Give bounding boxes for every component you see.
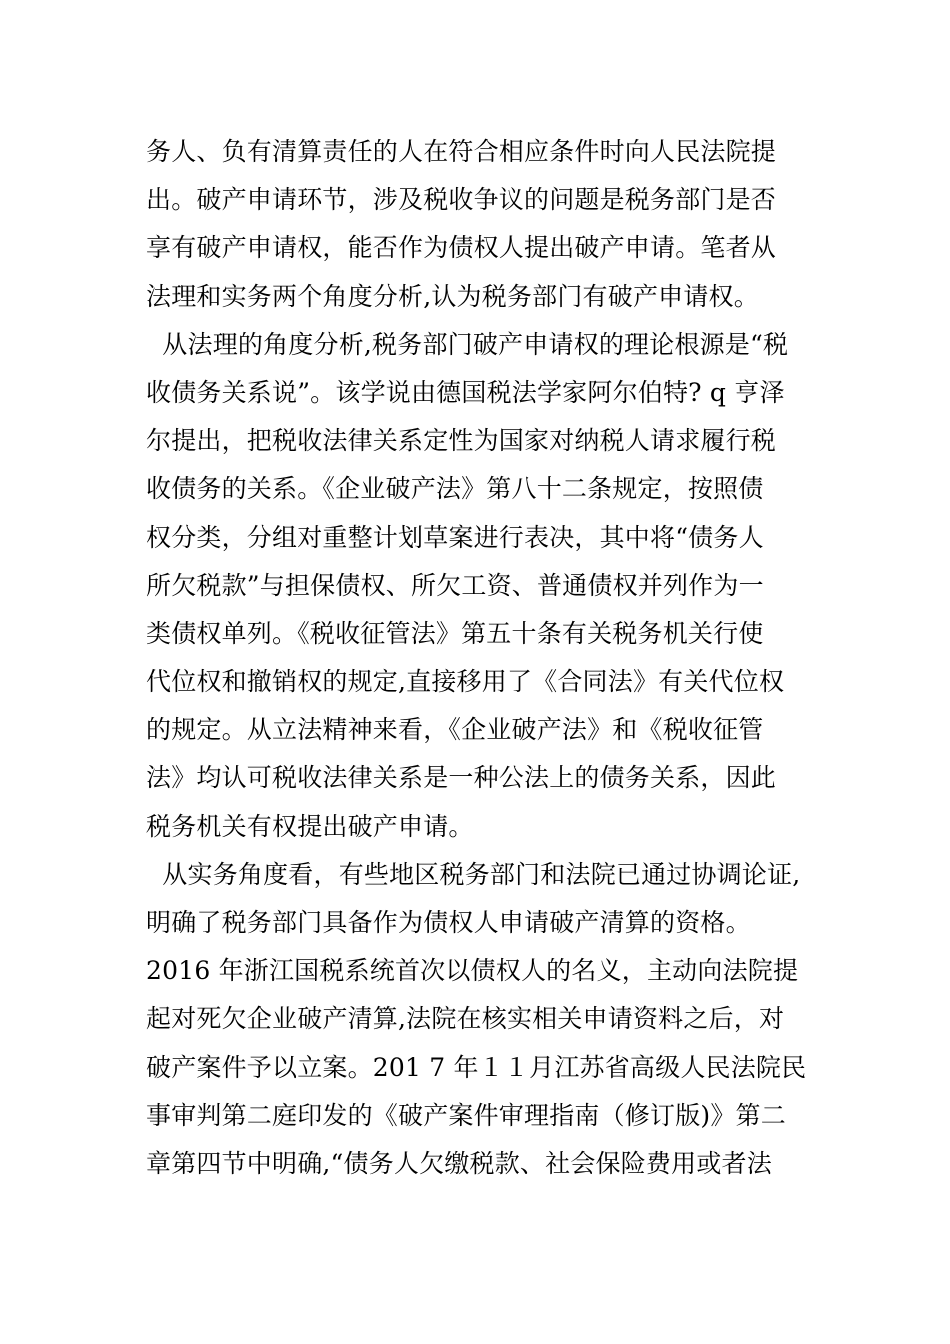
text-line: 从法理的角度分析,税务部门破产申请权的理论根源是“税 xyxy=(146,329,789,359)
body-text xyxy=(146,128,826,1188)
text-line: 法理和实务两个角度分析,认为税务部门有破产申请权。 xyxy=(146,281,759,311)
text-line: 出。破产申请环节，涉及税收争议的问题是税务部门是否 xyxy=(146,185,777,215)
text-line: 破产案件予以立案。201 7 年１１月江苏省高级人民法院民 xyxy=(146,1052,807,1082)
text-line: 的规定。从立法精神来看，《企业破产法》和《税收征管 xyxy=(146,715,764,745)
text-line: 享有破产申请权，能否作为债权人提出破产申请。笔者从 xyxy=(146,233,777,263)
text-line: 代位权和撤销权的规定,直接移用了《合同法》有关代位权 xyxy=(146,667,785,697)
text-line: 从实务角度看，有些地区税务部门和法院已通过协调论证, xyxy=(146,859,801,889)
text-line: 2016 年浙江国税系统首次以债权人的名义，主动向法院提 xyxy=(146,956,799,986)
text-line: 尔提出，把税收法律关系定性为国家对纳税人请求履行税 xyxy=(146,426,777,456)
text-line: 明确了税务部门具备作为债权人申请破产清算的资格。 xyxy=(146,908,751,937)
text-line: 收债务关系说”。该学说由德国税法学家阿尔伯特? q 亨泽 xyxy=(146,377,785,407)
text-line: 收债务的关系。《企业破产法》第八十二条规定，按照债 xyxy=(146,474,764,504)
text-line: 章第四节中明确,“债务人欠缴税款、社会保险费用或者法 xyxy=(146,1148,772,1178)
text-line: 权分类，分组对重整计划草案进行表决，其中将“债务人 xyxy=(146,522,764,552)
text-line: 税务机关有权提出破产申请。 xyxy=(146,811,474,841)
text-line: 所欠税款”与担保债权、所欠工资、普通债权并列作为一 xyxy=(146,570,764,600)
text-line: 法》均认可税收法律关系是一种公法上的债务关系，因此 xyxy=(146,763,777,793)
text-line: 起对死欠企业破产清算,法院在核实相关申请资料之后，对 xyxy=(146,1004,785,1034)
text-line: 事审判第二庭印发的《破产案件审理指南（修订版)》第二 xyxy=(146,1100,786,1130)
text-line: 务人、负有清算责任的人在符合相应条件时向人民法院提 xyxy=(146,137,777,166)
text-line: 类债权单列。《税收征管法》第五十条有关税务机关行使 xyxy=(146,618,764,648)
